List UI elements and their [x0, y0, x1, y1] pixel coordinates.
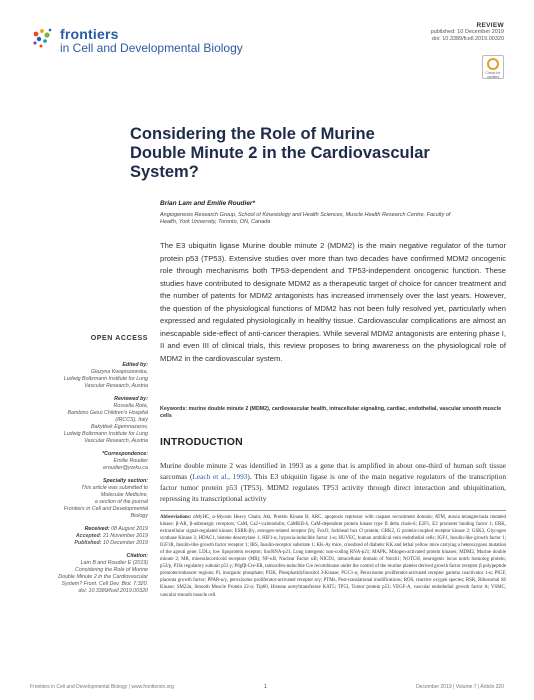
citation-label: Citation:	[126, 553, 148, 559]
reviewer-line: (IRCCS), Italy	[115, 417, 148, 423]
check-updates-icon	[487, 58, 499, 70]
accepted-date	[22, 533, 148, 540]
correspondence-email[interactable]: eroudier@yorku.ca	[103, 465, 148, 471]
citation-line: Lam B and Roudier E (2019)	[80, 560, 148, 566]
editor-line[interactable]: Glazyna Kwapiszewska,	[90, 369, 148, 375]
page-footer	[0, 684, 534, 694]
specialty-line: Frontiers in Cell and Developmental	[63, 506, 148, 512]
footer-issue-info: December 2019 | Volume 7 | Article 320	[416, 684, 504, 690]
specialty-line: Biology	[130, 513, 148, 519]
specialty-line: Molecular Medicine,	[100, 492, 148, 498]
check-updates-label: Check for updates	[485, 71, 501, 79]
published-date-sidebar	[22, 540, 148, 547]
introduction-paragraph	[160, 460, 506, 504]
doi[interactable]: doi: 10.3389/fcell.2019.00320	[431, 36, 504, 42]
citation-line: Double Minute 2 in the Cardiovascular	[58, 574, 148, 580]
frontiers-logo-icon	[30, 26, 58, 54]
received-date	[22, 526, 148, 533]
specialty-line: a section of the journal	[94, 499, 148, 505]
page-number: 1	[264, 684, 267, 690]
received-value: 08 August 2019	[111, 526, 148, 532]
reviewer-line[interactable]: Rossella Rota,	[113, 403, 148, 409]
specialty-line: This article was submitted to	[81, 485, 148, 491]
footnote-divider	[160, 510, 506, 511]
reviewer-line[interactable]: Bakytbek Egemnazarov,	[90, 424, 148, 430]
accepted-value: 21 November 2019	[102, 533, 148, 539]
accepted-label: Accepted:	[75, 533, 102, 539]
received-label: Received:	[84, 526, 110, 532]
abbreviations-text: αMyHC, α-Myosin Heavy Chain; Akt, Protein Kinase B; ARC, apoptosis repressor with caspase recruitment domain; ATM, ataxia telangiectasia mutated kinase; β-AR, β-adrenergic receptors; CaM, Ca2+/calmodulin; CaMKII-δ, CaM-dependent protein kinase type II delta chain-δ; E2F1, E2 promoter binding factor 1; ERK, extracellular signal-regulated kinase; ESRR-β/γ, estrogen-related receptor β/γ; FoxO, forkhead box O protein; GRK2, G protein-coupled receptor kinase 2; GSK3, Glycogen synthase Kinase 3; HDAC1, histone deacetylase 1; HIF1-α, hypoxia-inducible factor 1-α; HUVEC, human umbilical vein endothelial cells; IGF1, Insulin-like growth factor 1; IGF1R, Insulin-like growth factor receptor 1; IRS, Insulin-receptor substrate 1; KK-Ay mice, crossbred of diabetic KK and lethal yellow mice carrying a heterozygous mutation of the agouti gene; LDLr, low lipoprotein receptor; lincRNA-p21, Long intergenic non-coding RNA-p21; MAPK, Mitogen-activated protein kinases; MDM2, Murine double minute 2; MR, mineralocorticoid receptors (MR); NF-κB, Nuclear Factor κB; NICD1, intracellular domain of Notch1; NOTCH, neurogenic locus notch homolog protein; p53/p, PI3k regulatory subunit p53 γ; Pdgfβ-Cre-ER, tamoxifen-inducible Cre recombinase under the control of the murine platelet derived growth factor receptor β polypeptide promoter/enhancer regions; Pi, inorganic phosphate; PI3K, Phosphatidylinositol 3-Kinase; PGC1-α, Peroxisome proliferator-activated receptor gamma coactivator 1-α; PIGF, placenta growth factor; PPAR-α/γ, peroxisome proliferator-activated receptor α/γ; PTMs, Post-translational modifications; ROS, reactive oxygen species; RSK, Ribosomal S6 Kinase; SM22α, Smooth Muscle Protein 22-α; Tip60, Histone acetyltransferase KAT5; TP53, Tumor protein p53; VEGF-A, vascular endothelial growth factor A; VSMC, vascular smooth muscle cell.	[160, 515, 506, 598]
article-title: Considering the Role of Murine Double Minute 2 in the Cardiovascular System?	[130, 125, 430, 181]
abbreviations-label: Abbreviations:	[160, 515, 192, 520]
article-type: REVIEW	[476, 22, 504, 29]
open-access-label: OPEN ACCESS	[90, 335, 148, 342]
abstract: The E3 ubiquitin ligase Murine double minute 2 (MDM2) is the main negative regulator of the tumor protein p53 (TP53). Extensive studies over more than two decades have confirmed MDM2 oncogenic role through mechanisms both TP53-dependent and TP53-independent oncogenic function. These studies have contributed to designate MDM2 as a therapeutic target of choice for cancer treatment and the number of patents for MDM2 antagonists has increased immensely over the last years. However, the question of the physiological functions of MDM2 has not been fully resolved yet, particularly when expressed and regulated physiologically in healthy tissue. Cardiovascular complications are almost an inescapable side-effect of anti-cancer therapies. While several MDM2 antagonists are entering phase I, II and even III of clinical trials, this review proposes to bring awareness on the physiological role of MDM2 in the cardiovascular system.	[160, 241, 506, 363]
keywords: Keywords: murine double minute 2 (MDM2), cardiovascular health, intracellular signaling, cardiac, endothelial, vascular smooth muscle cells	[160, 406, 502, 419]
citation-line: Considering the Role of Murine	[74, 567, 148, 573]
reviewer-line: Vascular Research, Austria	[84, 438, 148, 444]
journal-name: in Cell and Developmental Biology	[60, 41, 243, 55]
published-label: Published:	[74, 540, 102, 546]
abbreviations-footnote	[160, 514, 506, 599]
reviewer-line: Bambino Gesù Children's Hospital	[67, 410, 148, 416]
intro-text-b: ). This E3 ubiquitin ligase is one of the main negative regulators of the transcription factor tumor protein p53 (TP53). MDM2 regulates TP53 activity through direct interaction and ubiquitination, repressing its transcriptional activity	[160, 472, 506, 503]
reviewer-line: Ludwig Boltzmann Institute for Lung	[63, 431, 148, 437]
published-date: published: 10 December 2019	[430, 29, 504, 35]
correspondence-label: *Correspondence:	[102, 451, 148, 457]
reference-link[interactable]: Leach et al., 1993	[192, 472, 248, 481]
editor-line: Ludwig Boltzmann Institute for Lung	[63, 376, 148, 382]
editor-line: Vascular Research, Austria	[84, 383, 148, 389]
edited-by-label: Edited by:	[122, 362, 148, 368]
reviewed-by-label: Reviewed by:	[114, 396, 148, 402]
citation-doi[interactable]: doi: 10.3389/fcell.2019.00320	[78, 588, 148, 594]
article-meta	[431, 22, 504, 43]
specialty-section-label: Specialty section:	[102, 478, 148, 484]
intro-text-a: Murine double minute 2 was identified in 1993 as a gene that is amplified in about one-third of human soft tissue sarcomas (	[160, 461, 506, 481]
authors[interactable]: Brian Lam and Emilie Roudier*	[160, 200, 255, 207]
journal-header	[0, 0, 534, 79]
published-value: 10 December 2019	[102, 540, 148, 546]
brand-name: frontiers	[60, 26, 119, 42]
section-heading-introduction: INTRODUCTION	[160, 436, 243, 448]
citation-line: System? Front. Cell Dev. Biol. 7:320.	[61, 581, 148, 587]
check-for-updates-button[interactable]	[482, 55, 504, 79]
footer-journal-site[interactable]: Frontiers in Cell and Developmental Biology | www.frontiersin.org	[30, 684, 174, 690]
article-info-sidebar	[22, 335, 148, 595]
affiliation: Angiogenesis Research Group, School of Kinesiology and Health Sciences, Muscle Health Research Centre, Faculty of Health, York University, Toronto, ON, Canada	[160, 212, 451, 225]
correspondence-name: Emilie Roudier	[113, 458, 148, 464]
